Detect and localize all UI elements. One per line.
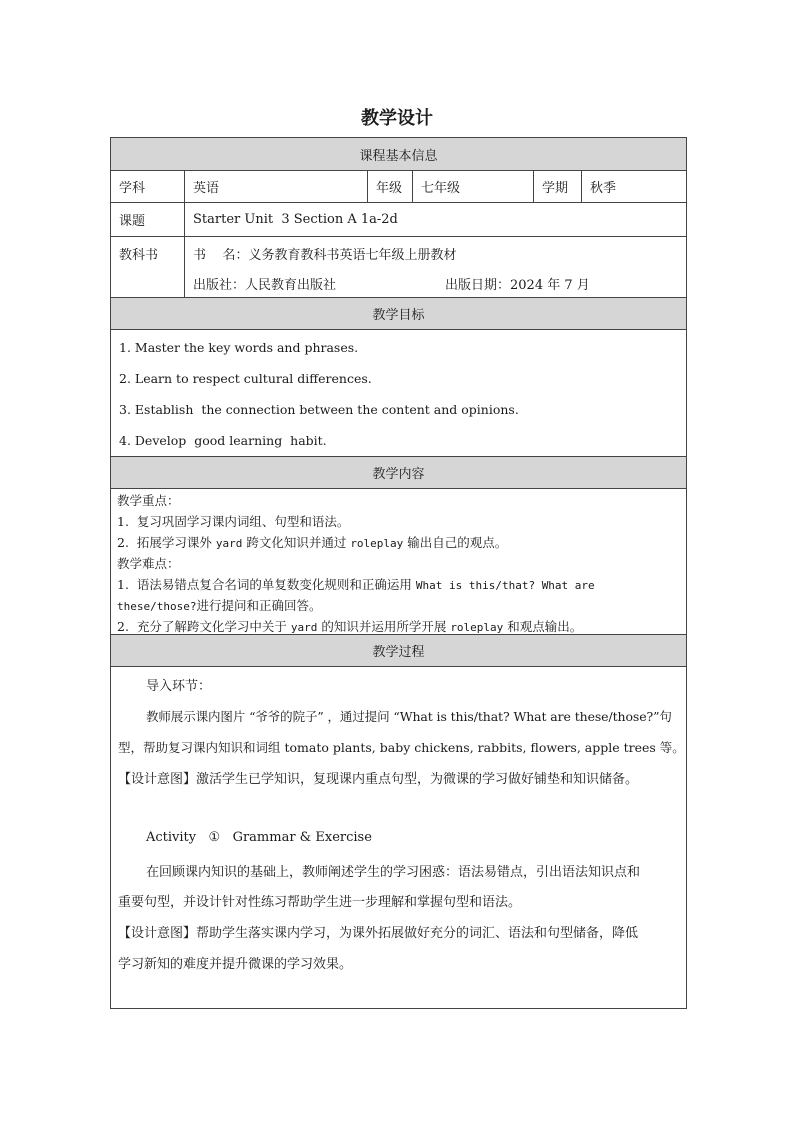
intro-label: 导入环节：: [146, 679, 212, 694]
process-header-label: 教学过程: [372, 645, 425, 660]
activity-paragraph-line1: 在回顾课内知识的基础上，教师阐述学生的学习困惑：语法易错点，引出语法知识点和: [146, 865, 641, 880]
textbook-label: 教科书: [119, 248, 159, 263]
textbook-row: [111, 237, 686, 298]
process-body: [111, 667, 686, 1008]
grade-value: 七年级: [412, 171, 533, 202]
grade-label: 年级: [367, 171, 412, 202]
activity-design-intent-line2: 学习新知的难度并提升微课的学习效果。: [118, 957, 353, 972]
intro-paragraph-line1: 教师展示课内图片 “爷爷的院子” ，通过提问 “What is this/that? What are these/those?”句: [146, 709, 672, 724]
subject-value: 英语: [184, 171, 367, 202]
difficult-point-1: 1. 语法易错点复合名词的单复数变化规则和正确运用 What is this/that? What are: [117, 577, 595, 592]
objectives-header-label: 教学目标: [372, 308, 425, 323]
process-header: [111, 635, 686, 667]
key-point-2: 2. 拓展学习课外 yard 跨文化知识并通过 roleplay 输出自己的观点。: [117, 535, 508, 550]
textbook-info: [184, 237, 686, 297]
publisher: 出版社：人民教育出版社: [193, 278, 337, 293]
book-name: 书 名：义务教育教科书英语七年级上册教材: [193, 248, 457, 263]
difficult-point-2: 2. 充分了解跨文化学习中关于 yard 的知识并运用所学开展 roleplay 和观点输出。: [117, 619, 583, 634]
objective-item: 3. Establish the connection between the content and opinions.: [119, 402, 519, 417]
content-body: [111, 489, 686, 635]
objective-item: 1. Master the key words and phrases.: [119, 340, 359, 355]
lesson-plan-table: [110, 137, 687, 1009]
basic-info-header-label: 课程基本信息: [359, 148, 438, 164]
objectives-header: [111, 298, 686, 330]
term-label: 学期: [533, 171, 581, 202]
difficult-points-label: 教学难点：: [117, 556, 180, 571]
intro-design-intent: 【设计意图】激活学生已学知识，复现课内重点句型，为微课的学习做好铺垫和知识储备。: [118, 772, 639, 787]
subject-label: 学科: [119, 181, 146, 196]
basic-info-header: [111, 138, 686, 171]
activity-paragraph-line2: 重要句型，并设计针对性练习帮助学生进一步理解和掌握句型和语法。: [118, 895, 522, 910]
objective-item: 2. Learn to respect cultural differences.: [119, 371, 372, 386]
topic-label: 课题: [119, 214, 146, 229]
subject-row: [111, 171, 686, 203]
intro-paragraph-line2: 型，帮助复习课内知识和词组 tomato plants, baby chickens, rabbits, flowers, apple trees 等。: [118, 740, 685, 755]
content-header: [111, 457, 686, 489]
activity-design-intent-line1: 【设计意图】帮助学生落实课内学习，为课外拓展做好充分的词汇、语法和句型储备，降低: [118, 926, 639, 941]
topic-value: Starter Unit 3 Section A 1a-2d: [184, 203, 686, 236]
objectives-body: [111, 330, 686, 457]
key-points-label: 教学重点：: [117, 493, 180, 508]
objective-item: 4. Develop good learning habit.: [119, 433, 327, 448]
page-title: 教学设计: [361, 108, 433, 129]
activity-label: Activity ① Grammar & Exercise: [146, 830, 372, 845]
content-header-label: 教学内容: [372, 467, 425, 482]
topic-row: [111, 203, 686, 237]
key-point-1: 1. 复习巩固学习课内词组、句型和语法。: [117, 514, 350, 529]
term-value: 秋季: [581, 171, 686, 202]
difficult-point-1-cont: these/those?进行提问和正确回答。: [117, 598, 322, 613]
publication-date: 出版日期：2024 年 7 月: [445, 278, 590, 293]
